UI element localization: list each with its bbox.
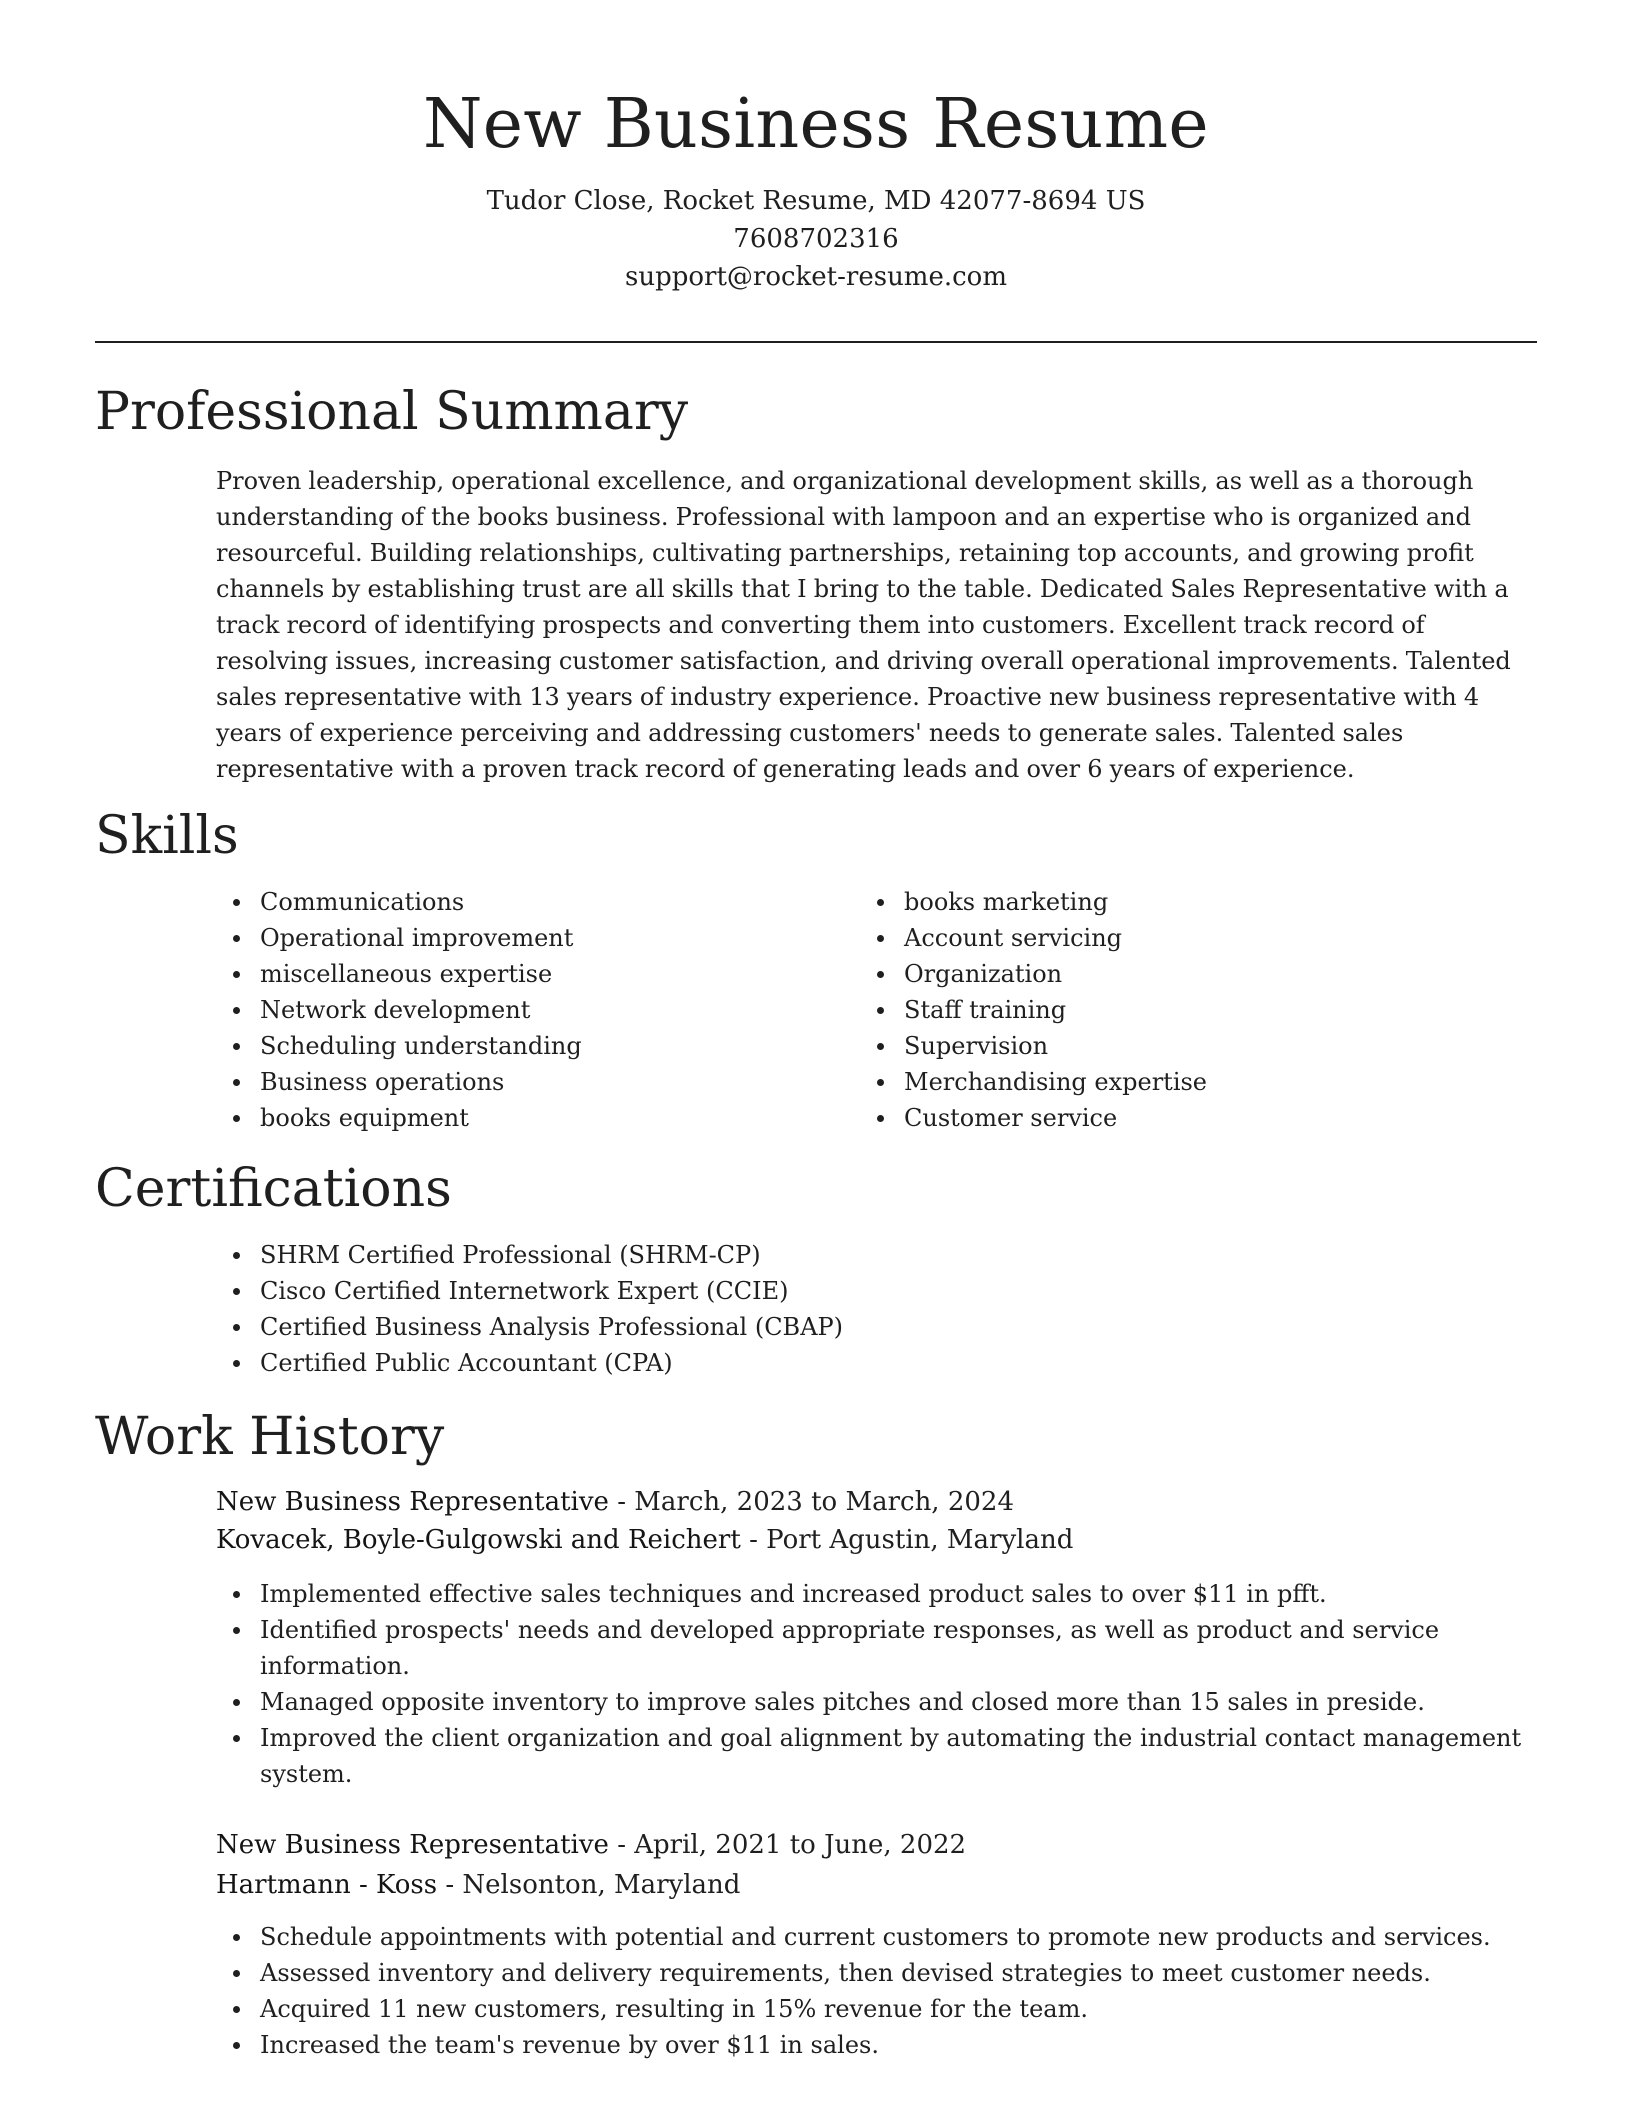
work-history-heading: Work History (95, 1407, 445, 1467)
skill-item: Business operations (216, 1064, 816, 1100)
skill-item: Organization (860, 956, 1460, 992)
skill-item: books marketing (860, 884, 1460, 920)
certification-item: Certified Business Analysis Professional (CBAP) (216, 1309, 1536, 1345)
skill-item: Account servicing (860, 920, 1460, 956)
job-bullet: Acquired 11 new customers, resulting in 15% revenue for the team. (216, 1991, 1536, 2027)
contact-address: Tudor Close, Rocket Resume, MD 42077-8694 US (486, 186, 1146, 216)
job-bullets (216, 1576, 1536, 1792)
skill-item: Customer service (860, 1100, 1460, 1136)
job-bullets (216, 1919, 1536, 2063)
summary-text: Proven leadership, operational excellence, and organizational development skills, as well as a thorough understanding of the books business. Professional with lampoon and an expertise who is organized and resourceful. Building relationships, cultivating partnerships, retaining top accounts, and growing profit channels by establishing trust are all skills that I bring to the table. Dedicated Sales Representative with a track record of identifying prospects and converting them into customers. Excellent track record of resolving issues, increasing customer satisfaction, and driving overall operational improvements. Talented sales representative with 13 years of industry experience. Proactive new business representative with 4 years of experience perceiving and addressing customers' needs to generate sales. Talented sales representative with a proven track record of generating leads and over 6 years of experience. (216, 467, 1511, 783)
skill-item: Communications (216, 884, 816, 920)
skills-heading: Skills (95, 806, 239, 866)
skill-item: miscellaneous expertise (216, 956, 816, 992)
job-bullet: Identified prospects' needs and developed appropriate responses, as well as product and service information. (216, 1612, 1536, 1684)
skills-list-right (860, 884, 1460, 1136)
skill-item: Staff training (860, 992, 1460, 1028)
job-company-line (216, 1866, 740, 1904)
certification-item: Certified Public Accountant (CPA) (216, 1345, 1536, 1381)
job-location: Port Agustin, Maryland (766, 1525, 1074, 1555)
job-separator: - (608, 1830, 635, 1860)
skill-item: Scheduling understanding (216, 1028, 816, 1064)
skill-item: Merchandising expertise (860, 1064, 1460, 1100)
job-dates: April, 2021 to June, 2022 (634, 1830, 967, 1860)
job-separator: - (437, 1870, 463, 1900)
certification-item: Cisco Certified Internetwork Expert (CCIE) (216, 1273, 1536, 1309)
certification-item: SHRM Certified Professional (SHRM-CP) (216, 1237, 1536, 1273)
resume-title: New Business Resume (423, 85, 1209, 164)
job-title-line (216, 1483, 1014, 1521)
job-location: Nelsonton, Maryland (462, 1870, 741, 1900)
job-separator: - (608, 1487, 635, 1517)
header-divider (95, 341, 1537, 343)
job-bullet: Managed opposite inventory to improve sales pitches and closed more than 15 sales in preside. (216, 1684, 1536, 1720)
skills-list-left (216, 884, 816, 1136)
job-title-line (216, 1826, 966, 1864)
job-bullet: Implemented effective sales techniques and increased product sales to over $11 in pfft. (216, 1576, 1536, 1612)
job-separator: - (740, 1525, 767, 1555)
job-company: Hartmann - Koss (216, 1870, 438, 1900)
contact-phone: 7608702316 (733, 224, 899, 254)
job-bullet: Increased the team's revenue by over $11 in sales. (216, 2027, 1536, 2063)
skill-item: Network development (216, 992, 816, 1028)
job-bullet: Assessed inventory and delivery requirements, then devised strategies to meet customer needs. (216, 1955, 1536, 1991)
skill-item: books equipment (216, 1100, 816, 1136)
job-role: New Business Representative (216, 1830, 609, 1860)
job-dates: March, 2023 to March, 2024 (634, 1487, 1015, 1517)
resume-header (0, 80, 1632, 296)
certifications-list (216, 1237, 1536, 1381)
certifications-heading: Certifications (95, 1159, 452, 1219)
summary-heading: Professional Summary (95, 382, 689, 442)
job-company: Kovacek, Boyle-Gulgowski and Reichert (216, 1525, 741, 1555)
skill-item: Supervision (860, 1028, 1460, 1064)
job-bullet: Improved the client organization and goal alignment by automating the industrial contact management system. (216, 1720, 1536, 1792)
job-company-line (216, 1521, 1073, 1559)
skill-item: Operational improvement (216, 920, 816, 956)
job-bullet: Schedule appointments with potential and current customers to promote new products and services. (216, 1919, 1536, 1955)
contact-email: support@rocket-resume.com (624, 262, 1007, 292)
job-role: New Business Representative (216, 1487, 609, 1517)
